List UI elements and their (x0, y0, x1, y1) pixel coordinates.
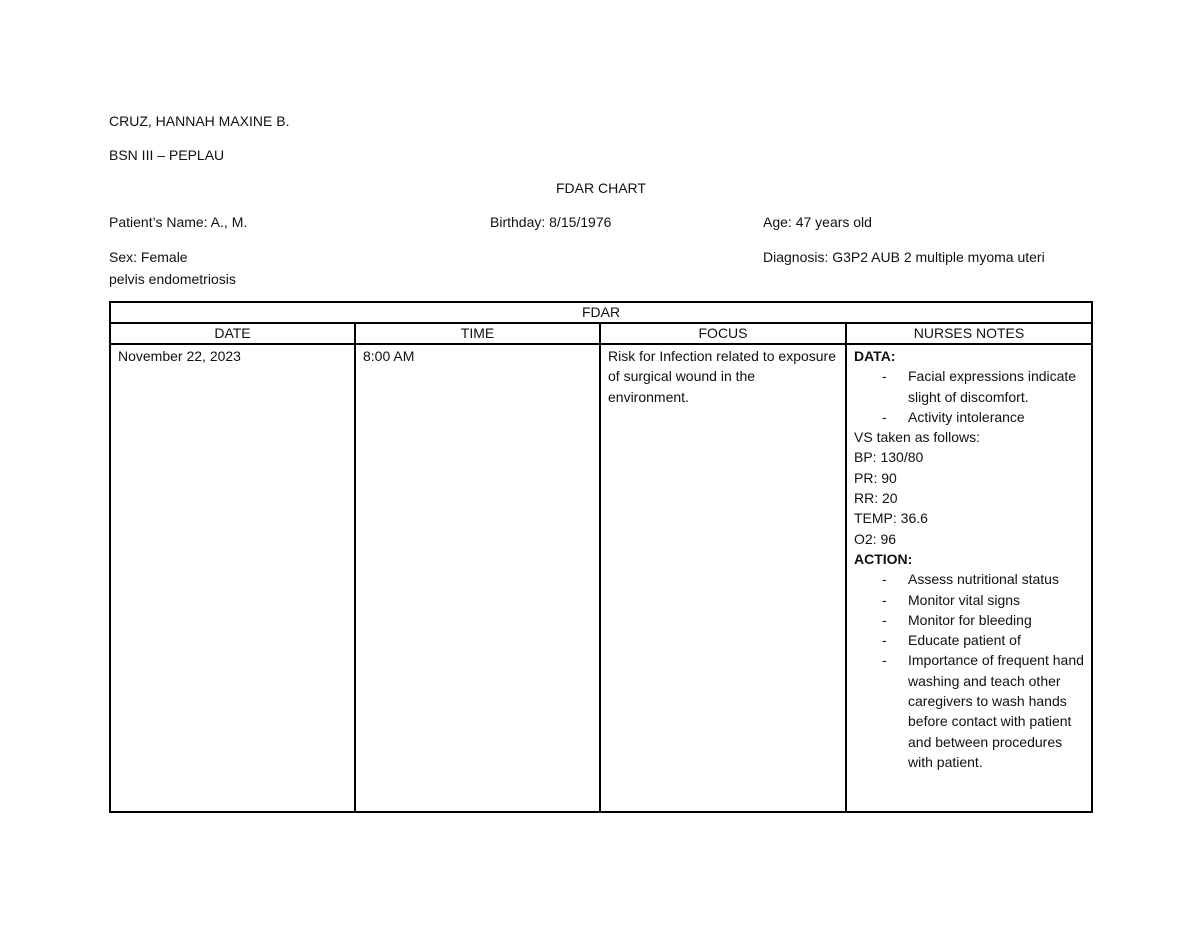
list-item: - Assess nutritional status (908, 569, 1084, 589)
table-caption: FDAR (110, 302, 1092, 323)
patient-name: Patient’s Name: A., M. (109, 214, 248, 230)
list-item: - Facial expressions indicate slight of discomfort. (908, 366, 1084, 407)
list-item: - Activity intolerance (908, 407, 1084, 427)
fdar-table (109, 301, 1093, 813)
action-label: ACTION: (854, 550, 913, 567)
patient-sex: Sex: Female (109, 249, 188, 265)
patient-birthday: Birthday: 8/15/1976 (490, 214, 612, 230)
student-section: BSN III – PEPLAU (109, 147, 225, 163)
table-row (110, 344, 1092, 812)
list-item: - Importance of frequent hand washing and teach other caregivers to wash hands before contact with patient and between procedures with patient. (908, 650, 1084, 772)
column-header-nurses-notes: NURSES NOTES (846, 323, 1092, 344)
list-item: - Monitor vital signs (908, 590, 1084, 610)
table-caption-row (110, 302, 1092, 323)
cell-time: 8:00 AM (355, 344, 600, 812)
column-header-focus: FOCUS (600, 323, 846, 344)
data-list (854, 366, 1084, 427)
vital-o2: O2: 96 (854, 530, 897, 547)
patient-diagnosis-continued: pelvis endometriosis (109, 271, 236, 287)
vital-pr: PR: 90 (854, 469, 897, 486)
student-name: CRUZ, HANNAH MAXINE B. (109, 113, 290, 129)
vs-intro: VS taken as follows: (854, 429, 981, 446)
vital-bp: BP: 130/80 (854, 449, 924, 466)
list-item: - Monitor for bleeding (908, 610, 1084, 630)
data-label: DATA: (854, 348, 896, 364)
cell-focus: Risk for Infection related to exposure of surgical wound in the environment. (600, 344, 846, 812)
column-header-time: TIME (355, 323, 600, 344)
action-list (854, 569, 1084, 772)
column-header-date: DATE (110, 323, 355, 344)
cell-date: November 22, 2023 (110, 344, 355, 812)
table-header-row (110, 323, 1092, 344)
vital-rr: RR: 20 (854, 490, 898, 507)
list-item: - Educate patient of (908, 630, 1084, 650)
vital-temp: TEMP: 36.6 (854, 510, 928, 527)
patient-age: Age: 47 years old (763, 214, 872, 230)
cell-nurses-notes (846, 344, 1092, 812)
page-title: FDAR CHART (556, 180, 646, 196)
patient-diagnosis: Diagnosis: G3P2 AUB 2 multiple myoma uteri (763, 249, 1045, 265)
